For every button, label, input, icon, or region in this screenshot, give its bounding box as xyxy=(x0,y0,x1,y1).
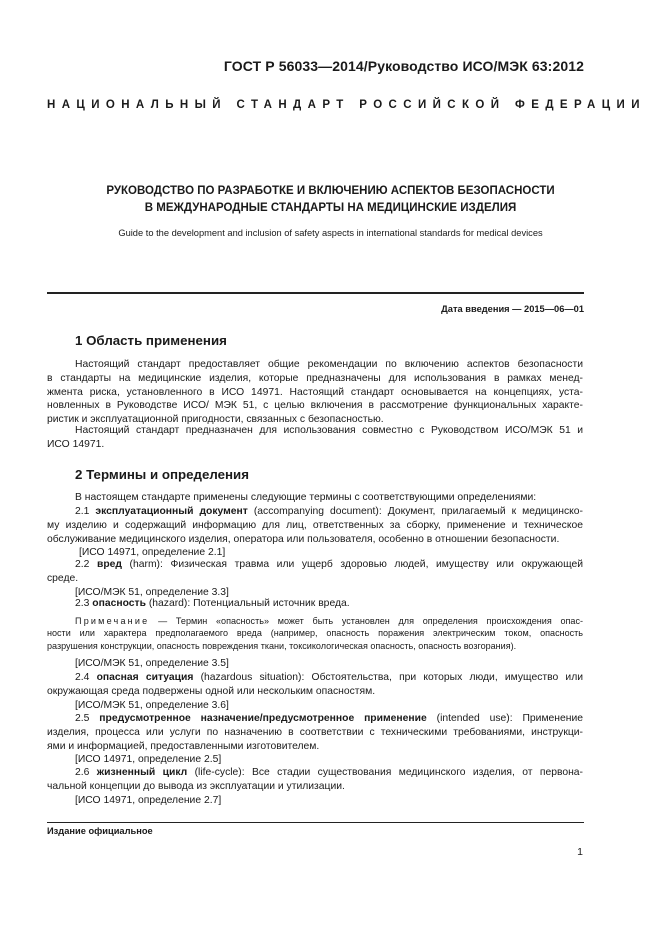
term-number: 2.2 xyxy=(75,559,90,570)
text-line: Настоящий стандарт предоставляет общие рекомендации по включению аспектов безопасности xyxy=(75,359,583,370)
note-line xyxy=(47,615,583,627)
term-name: предусмотренное назначение/предусмотренное применение xyxy=(99,713,427,724)
term-number: 2.3 xyxy=(75,598,90,609)
term-number: 2.1 xyxy=(75,506,90,517)
section-1-heading: 1 Область применения xyxy=(75,333,227,348)
text-line: обслуживание медицинского изделия, оператора или пользователя, особенно в отношении безопасности. xyxy=(47,533,560,545)
term-name: опасная ситуация xyxy=(96,672,194,683)
term-2-4 xyxy=(47,671,583,712)
term-name: вред xyxy=(96,559,122,570)
term-number: 2.4 xyxy=(75,672,90,683)
title-line-1: РУКОВОДСТВО ПО РАЗРАБОТКЕ И ВКЛЮЧЕНИЮ АСПЕКТОВ БЕЗОПАСНОСТИ xyxy=(106,185,555,197)
text-line: окружающая среда подвержены одной или нескольким опасностям. xyxy=(47,685,376,697)
document-code: ГОСТ Р 56033—2014/Руководство ИСО/МЭК 63:2012 xyxy=(223,58,584,74)
note-block xyxy=(47,615,583,652)
term-line xyxy=(47,766,583,780)
term-definition: (harm): Физическая травма или ущерб здоровью людей, имуществу или окружающей xyxy=(121,559,583,570)
document-title xyxy=(40,183,621,217)
term-2-3-reference xyxy=(47,657,583,671)
title-line-2: В МЕЖДУНАРОДНЫЕ СТАНДАРТЫ НА МЕДИЦИНСКИЕ ИЗДЕЛИЯ xyxy=(144,202,517,214)
term-reference: [ИСО 14971, определение 2.5] xyxy=(75,754,222,766)
term-2-6 xyxy=(47,766,583,807)
term-2-2 xyxy=(47,558,583,599)
section-1-paragraph-2 xyxy=(47,424,583,452)
term-reference: [ИСО/МЭК 51, определение 3.6] xyxy=(75,699,229,711)
term-name: опасность xyxy=(92,598,146,609)
term-number: 2.5 xyxy=(75,713,90,724)
text-line: ями и информацией, предоставленными изготовителем. xyxy=(47,740,320,752)
term-2-1 xyxy=(47,505,583,560)
english-title: Guide to the development and inclusion of safety aspects in international standards for medical devices xyxy=(118,228,543,238)
term-line xyxy=(47,558,583,572)
official-edition-label: Издание официальное xyxy=(47,826,153,836)
top-divider xyxy=(47,292,584,294)
term-reference: [ИСО 14971, определение 2.1] xyxy=(79,547,226,559)
text-line: в стандарты на медицинские изделия, которые предназначены для использования в рамках менед- xyxy=(47,372,583,384)
section-2-intro xyxy=(47,491,583,505)
text-line: ристик и эксплуатационной пригодности, связанных с безопасностью. xyxy=(47,414,384,426)
section-1-paragraph-1 xyxy=(47,358,583,427)
term-definition: (intended use): Применение xyxy=(426,713,583,724)
text-line: новленных в Руководстве ИСО/ МЭК 51, с целью включения в рассмотрение функциональных характе- xyxy=(47,400,583,412)
term-reference: [ИСО/МЭК 51, определение 3.5] xyxy=(75,658,229,669)
text-line: жмента риска, установленного в ИСО 14971. Настоящий стандарт основывается на концепциях, уста- xyxy=(47,386,583,398)
term-2-5 xyxy=(47,712,583,767)
term-definition: (hazardous situation): Обстоятельства, при которых люди, имущество или xyxy=(193,672,583,683)
term-definition: (accompanying document): Документ, прилагаемый к медицинско- xyxy=(247,506,583,517)
term-reference: [ИСО 14971, определение 2.7] xyxy=(75,794,222,806)
effective-date: Дата введения — 2015—06—01 xyxy=(441,304,584,314)
text-line: В настоящем стандарте применены следующие термины с соответствующими определениями: xyxy=(75,492,537,503)
text-line: чальной концепции до вывода из эксплуатации и утилизации. xyxy=(47,780,345,792)
term-name: эксплуатационный документ xyxy=(95,506,248,517)
note-line: ности или характера предполагаемого вреда (например, опасность поражения электрическим током, опасность xyxy=(47,628,583,639)
term-number: 2.6 xyxy=(75,767,90,778)
term-line xyxy=(47,597,583,611)
term-definition: (hazard): Потенциальный источник вреда. xyxy=(145,598,350,609)
national-standard-banner: НАЦИОНАЛЬНЫЙ СТАНДАРТ РОССИЙСКОЙ ФЕДЕРАЦИИ xyxy=(47,99,646,111)
page-number: 1 xyxy=(577,846,583,858)
term-line xyxy=(47,505,583,519)
note-label: Примечание xyxy=(75,616,150,626)
section-2-heading: 2 Термины и определения xyxy=(75,467,249,482)
term-definition: (life-cycle): Все стадии существования медицинского изделия, от первона- xyxy=(187,767,583,778)
term-line xyxy=(47,712,583,726)
term-reference: [ИСО/МЭК 51, определение 3.3] xyxy=(75,586,229,598)
text-line: Настоящий стандарт предназначен для использования совместно с Руководством ИСО/МЭК 51 и xyxy=(75,425,583,436)
text-line: ИСО 14971. xyxy=(47,438,105,450)
term-name: жизненный цикл xyxy=(96,767,188,778)
term-2-3 xyxy=(47,597,583,611)
text-line: изделия, процесса или услуги по назначению в соответствии с техническими требованиями, инструкци- xyxy=(47,726,583,738)
text-line: му изделию и содержащий информацию для лиц, ответственных за сборку, применение и техническое xyxy=(47,519,583,531)
term-line xyxy=(47,671,583,685)
note-line: разрушения конструкции, опасность повреждения ткани, токсикологическая опасность, опасность возгорания). xyxy=(47,640,517,651)
text-line: среде. xyxy=(47,572,79,584)
note-text: — Термин «опасность» может быть установлен для определения происхождения опас- xyxy=(149,616,583,626)
bottom-divider xyxy=(47,822,584,823)
